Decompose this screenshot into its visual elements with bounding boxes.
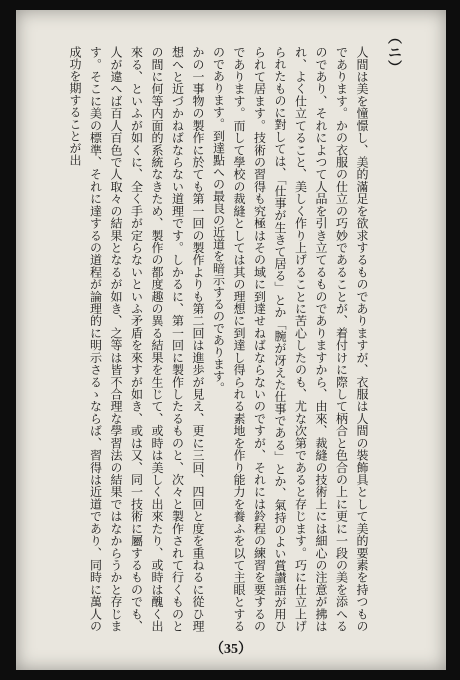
paragraph: かの一事物の製作に於ても第一回の製作よりも第二回は進歩が見え、更に三回、四回と度を重ねるに從ひ理想へと近づかねばならない道理です。しかるに、第一回に製作したるものと、次々と製作されて行くものとの間に何等内面的系統なきため、製作の都度趣の異る結果を生じて、或時は美しく出來たり、或時は醜く出來る、といふが如くに、全く手が定らないといふ矛盾を來すが如き、或は又、同一技術に屬するものでも、人が違へば百人百色で人取々の結果となるが如き、之等は皆不合理な學習法の結果ではなからうかと存じます。そこに美の標準、それに達するの道程が論理的に明示さるゝならば、習得は近道であり、同時に萬人の成功を期することが出: [68, 46, 205, 632]
section-heading: （ニ）: [386, 30, 402, 75]
page-number: （35）: [210, 642, 252, 657]
paragraph: 人間は美を憧憬し、美的滿足を欲求するものでありますが、衣服は人間の裝飾具として美的要素を持つものであります。かの衣服の仕立の巧妙であることが、着付けに際して柄合と色合の上に更に一段の美を添へるのであり、それによつて人品を引き立てるものでありますから、由來、裁縫の技術上には細心の注意が拂はれ、よく仕立てること、美しく作り上げることに苦心したのも、尤な次第であると存じます。巧に仕立上げられたものに對しては、「仕事が生きて居る」とか「腕が冴えた仕事である」とか、氣持のよい賞讃語が用ひられて居ます。技術の習得も究極はその域に到達せねばならないのですが、それには鈴程の練習を要するのであります。而して學校の裁縫としては其の理想に到達し得られる素地を作り能力を養ふを以て主眼とするのであります。到達點への最良の近道を暗示するのであります。: [211, 46, 369, 632]
body-text: [42, 46, 372, 632]
book-page: [16, 10, 446, 670]
